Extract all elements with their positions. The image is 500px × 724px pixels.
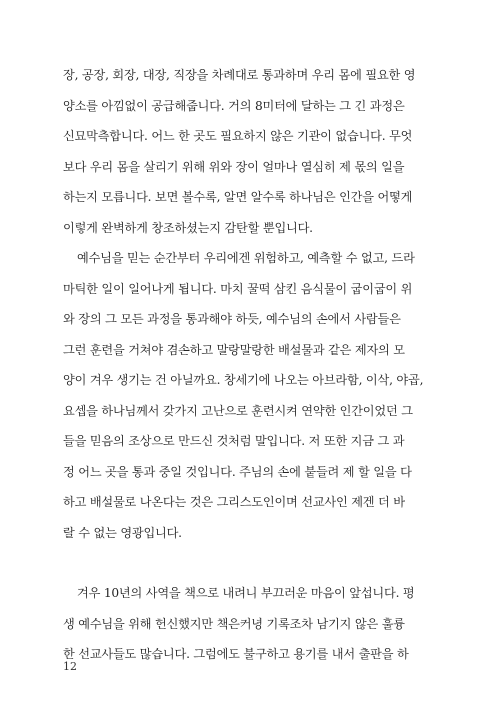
text-line: 보다 우리 몸을 살리기 위해 위와 장이 얼마나 열심히 제 몫의 일을 (63, 159, 405, 174)
body-text (63, 60, 441, 670)
paragraph-2 (63, 243, 441, 548)
text-line: 신묘막측합니다. 어느 한 곳도 필요하지 않은 기관이 없습니다. 무엇 (63, 129, 413, 143)
page-number: 12 (63, 660, 77, 673)
text-line: 랄 수 없는 영광입니다. (63, 525, 182, 540)
text-line: 장, 공장, 회장, 대장, 직장을 차례대로 통과하며 우리 몸에 필요한 영 (63, 68, 416, 82)
text-line: 들을 믿음의 조상으로 만드신 것처럼 말입니다. 저 또한 지금 그 과 (63, 434, 405, 448)
paragraph-gap (63, 548, 441, 578)
text-line: 마틱한 일이 일어나게 됩니다. 마치 꿀떡 삼킨 음식물이 굽이굽이 위 (63, 281, 413, 296)
paragraph-3 (63, 578, 441, 670)
text-line: 정 어느 곳을 통과 중일 것입니다. 주님의 손에 붙들려 제 할 일을 다 (63, 464, 412, 479)
text-line: 그런 훈련을 거쳐야 겸손하고 말랑말랑한 배설물과 같은 제자의 모 (63, 342, 405, 357)
paragraph-1 (63, 60, 441, 243)
text-line: 생 예수님을 위해 헌신했지만 책은커녕 기록조차 남기지 않은 훌륭 (63, 616, 405, 631)
text-line: 하고 배설물로 나온다는 것은 그리스도인이며 선교사인 제겐 더 바 (63, 495, 405, 509)
text-line: 겨우 10년의 사역을 책으로 내려니 부끄러운 마음이 앞섭니다. 평 (77, 586, 415, 600)
text-line: 이렇게 완벽하게 창조하셨는지 감탄할 뿐입니다. (63, 220, 313, 235)
text-line: 양이 겨우 생기는 건 아닐까요. 창세기에 나오는 아브라함, 이삭, 야곱, (63, 373, 424, 387)
text-line: 양소를 아낌없이 공급해줍니다. 거의 8미터에 달하는 그 긴 과정은 (63, 98, 405, 113)
text-line: 한 선교사들도 많습니다. 그럼에도 불구하고 용기를 내서 출판을 하 (63, 647, 409, 661)
text-line: 와 장의 그 모든 과정을 통과해야 하듯, 예수님의 손에서 사람들은 (63, 312, 401, 326)
text-line: 하는지 모릅니다. 보면 볼수록, 알면 알수록 하나님은 인간을 어떻게 (63, 190, 413, 204)
text-line: 요셉을 하나님께서 갖가지 고난으로 훈련시켜 연약한 인간이었던 그 (63, 403, 413, 418)
text-line: 예수님을 믿는 순간부터 우리에겐 위험하고, 예측할 수 없고, 드라 (77, 251, 415, 265)
